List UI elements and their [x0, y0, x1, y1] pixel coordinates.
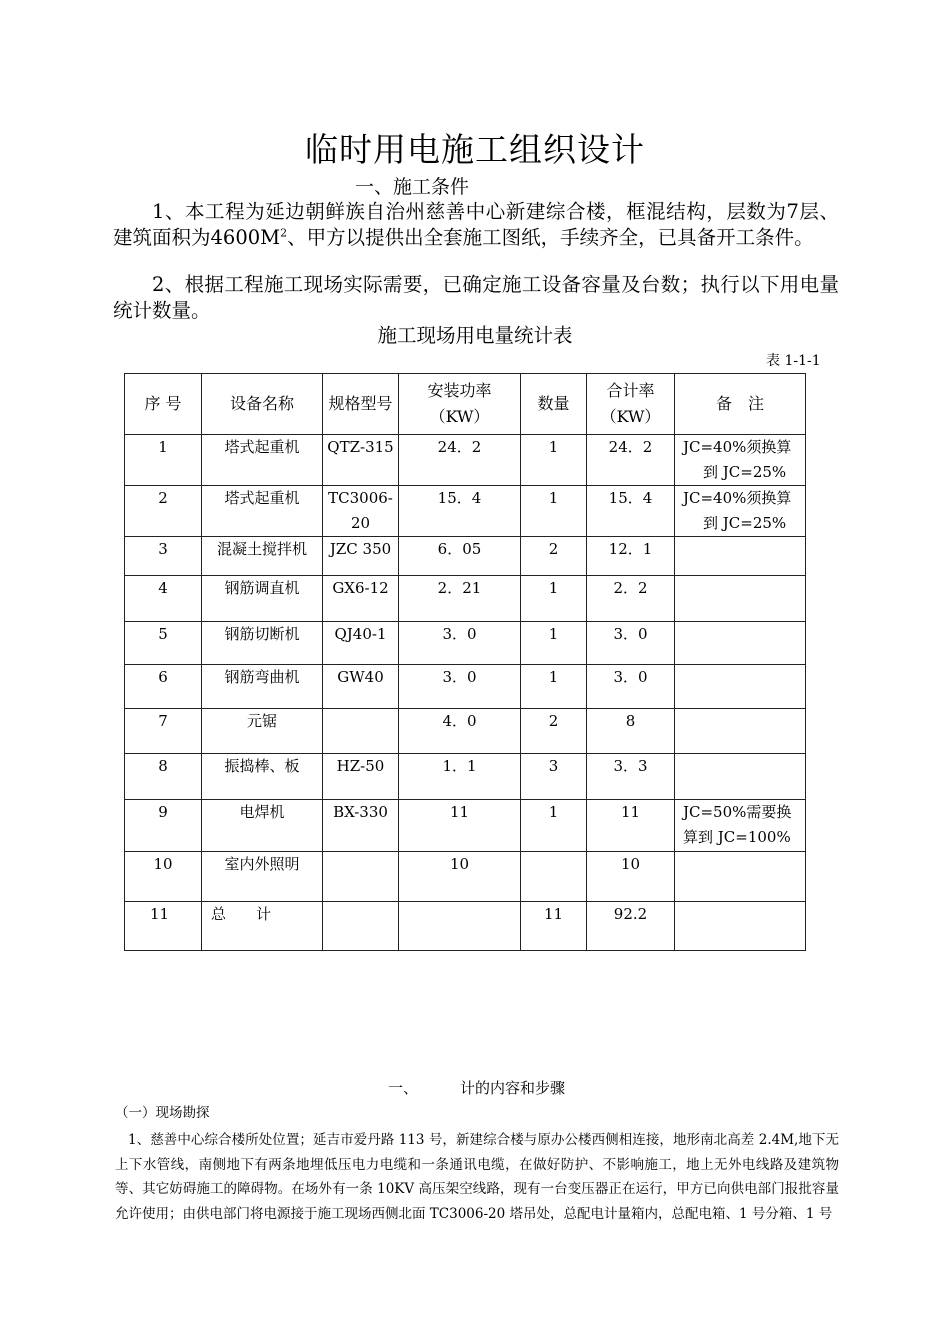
table-row: [125, 486, 806, 537]
header-total-line1: 合计率: [606, 381, 655, 400]
remark-line2: 到 JC=25%: [703, 514, 787, 532]
header-device-name: 设备名称: [202, 374, 323, 435]
cell-device-name: 元锯: [202, 709, 323, 754]
remark-line1: JC=40%须换算: [683, 489, 792, 507]
paragraph-project-info-text: 1、本工程为延边朝鲜族自治州慈善中心新建综合楼，框混结构，层数为7层、建筑面积为4600M: [113, 200, 839, 249]
cell-power: [399, 902, 521, 951]
cell-power: 4．0: [399, 709, 521, 754]
cell-device-name: 塔式起重机: [202, 486, 323, 537]
cell-power: 6．05: [399, 537, 521, 576]
cell-qty: 11: [521, 902, 587, 951]
header-remark: 备 注: [675, 374, 806, 435]
cell-remark: [675, 800, 806, 852]
cell-device-name: 总 计: [202, 902, 323, 951]
cell-total: 15．4: [587, 486, 675, 537]
section-heading-conditions: 一、施工条件: [355, 176, 470, 198]
cell-model: TC3006-20: [323, 486, 399, 537]
cell-seq: 7: [125, 709, 202, 754]
table-header-row: [125, 374, 806, 435]
cell-model: HZ-50: [323, 754, 399, 800]
header-qty: 数量: [521, 374, 587, 435]
table-row: [125, 537, 806, 576]
cell-total: 3．0: [587, 665, 675, 709]
power-statistics-table: [124, 373, 806, 951]
cell-seq: 6: [125, 665, 202, 709]
cell-remark: [675, 902, 806, 951]
header-total: [587, 374, 675, 435]
cell-qty: 2: [521, 537, 587, 576]
cell-seq: 5: [125, 622, 202, 665]
cell-total: 11: [587, 800, 675, 852]
cell-remark: [675, 435, 806, 486]
cell-model: [323, 902, 399, 951]
cell-total: 3．0: [587, 622, 675, 665]
cell-device-name: 钢筋调直机: [202, 576, 323, 622]
cell-device-name: 振捣棒、板: [202, 754, 323, 800]
cell-model: JZC 350: [323, 537, 399, 576]
cell-seq: 9: [125, 800, 202, 852]
remark-line1: JC=40%须换算: [683, 438, 792, 456]
cell-model: QTZ-315: [323, 435, 399, 486]
cell-total: 12．1: [587, 537, 675, 576]
cell-device-name: 钢筋弯曲机: [202, 665, 323, 709]
area-unit-superscript: 2: [280, 226, 288, 240]
cell-device-name: 混凝土搅拌机: [202, 537, 323, 576]
cell-total: 2．2: [587, 576, 675, 622]
cell-total: 10: [587, 852, 675, 902]
cell-qty: 1: [521, 576, 587, 622]
cell-qty: 1: [521, 665, 587, 709]
header-seq: 序 号: [125, 374, 202, 435]
cell-model: GW40: [323, 665, 399, 709]
document-title: 临时用电施工组织设计: [305, 130, 645, 169]
cell-power: 24．2: [399, 435, 521, 486]
cell-seq: 2: [125, 486, 202, 537]
section-heading-text: 计的内容和步骤: [460, 1079, 566, 1097]
paragraph-equipment-info: 2、根据工程施工现场实际需要，已确定施工设备容量及台数；执行以下用电量统计数量。: [113, 273, 839, 322]
table-row-total: [125, 902, 806, 951]
cell-remark: [675, 754, 806, 800]
table-title: 施工现场用电量统计表: [377, 324, 573, 347]
cell-total: 92.2: [587, 902, 675, 951]
remark-line1: JC=50%需要换: [683, 803, 792, 821]
cell-model: GX6-12: [323, 576, 399, 622]
remark-line2: 算到 JC=100%: [683, 828, 791, 846]
sub-heading-site-survey: （一）现场勘探: [115, 1105, 210, 1121]
cell-qty: 1: [521, 486, 587, 537]
cell-remark: [675, 537, 806, 576]
section-number: 一、: [388, 1079, 419, 1097]
cell-qty: 1: [521, 622, 587, 665]
cell-model: [323, 852, 399, 902]
cell-device-name: 电焊机: [202, 800, 323, 852]
table-number: 表 1-1-1: [766, 353, 821, 369]
cell-qty: 1: [521, 435, 587, 486]
cell-qty: 1: [521, 800, 587, 852]
cell-seq: 1: [125, 435, 202, 486]
table-row: [125, 754, 806, 800]
table-row: [125, 852, 806, 902]
cell-total: 3．3: [587, 754, 675, 800]
cell-seq: 10: [125, 852, 202, 902]
cell-power: 1．1: [399, 754, 521, 800]
cell-device-name: 钢筋切断机: [202, 622, 323, 665]
paragraph-project-info-tail: 、甲方以提供出全套施工图纸，手续齐全，已具备开工条件。: [287, 226, 814, 249]
cell-remark: [675, 665, 806, 709]
header-model: 规格型号: [323, 374, 399, 435]
cell-remark: [675, 486, 806, 537]
cell-qty: 3: [521, 754, 587, 800]
remark-line2: 到 JC=25%: [703, 463, 787, 481]
cell-model: [323, 709, 399, 754]
cell-remark: [675, 576, 806, 622]
cell-qty: 2: [521, 709, 587, 754]
cell-power: 2．21: [399, 576, 521, 622]
cell-total: 8: [587, 709, 675, 754]
table-row: [125, 622, 806, 665]
cell-remark: [675, 709, 806, 754]
table-row: [125, 576, 806, 622]
header-total-line2: （KW）: [600, 407, 661, 426]
table-row: [125, 665, 806, 709]
cell-power: 3．0: [399, 665, 521, 709]
cell-seq: 4: [125, 576, 202, 622]
paragraph-project-info: [113, 199, 839, 251]
table-row: [125, 800, 806, 852]
cell-qty: [521, 852, 587, 902]
table-row: [125, 709, 806, 754]
table-row: [125, 435, 806, 486]
cell-power: 11: [399, 800, 521, 852]
cell-device-name: 室内外照明: [202, 852, 323, 902]
cell-total: 24．2: [587, 435, 675, 486]
cell-seq: 11: [125, 902, 202, 951]
paragraph-site-survey: 1、慈善中心综合楼所处位置；延吉市爱丹路 113 号，新建综合楼与原办公楼西侧相连接，地形南北高差 2.4M,地下无上下水管线，南侧地下有两条地埋低压电力电缆和一条通讯电缆，在做好防护、不影响施工，地上无外电线路及建筑物等、其它妨碍施工的障碍物。在场外有一条 10KV 高压架空线路，现有一台变压器正在运行，甲方已向供电部门报批容量允许使用；由供电部门将电源接于施工现场西侧北面 TC3006-20 塔吊处，总配电计量箱内，总配电箱、1 号分箱、1 号: [115, 1132, 840, 1222]
cell-power: 15．4: [399, 486, 521, 537]
cell-seq: 8: [125, 754, 202, 800]
cell-seq: 3: [125, 537, 202, 576]
cell-remark: [675, 622, 806, 665]
header-power: [399, 374, 521, 435]
header-power-line2: （KW）: [429, 407, 490, 426]
cell-model: QJ40-1: [323, 622, 399, 665]
cell-remark: [675, 852, 806, 902]
header-power-line1: 安装功率: [427, 381, 492, 400]
cell-power: 10: [399, 852, 521, 902]
cell-device-name: 塔式起重机: [202, 435, 323, 486]
cell-power: 3．0: [399, 622, 521, 665]
section-heading-steps: [388, 1078, 565, 1098]
cell-model: BX-330: [323, 800, 399, 852]
